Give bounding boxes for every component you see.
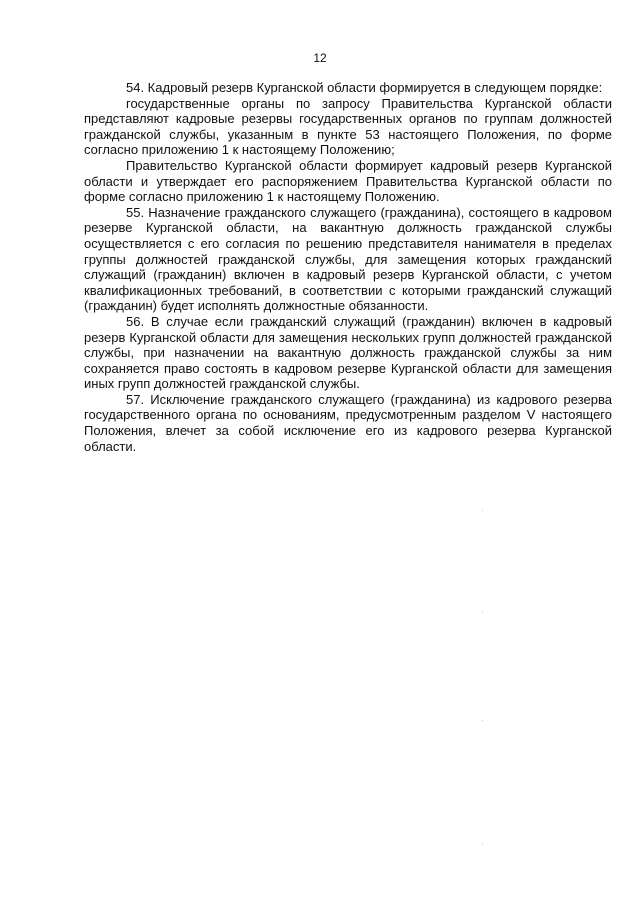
page-number: 12 xyxy=(313,51,327,65)
scan-speck xyxy=(482,720,483,721)
paragraph-54-intro: 54. Кадровый резерв Курганской области формируется в следующем порядке: xyxy=(126,80,603,95)
paragraph-56: 56. В случае если гражданский служащий (гражданин) включен в кадровый резерв Курганской области для замещения нескольких групп должностей гражданской службы, при назначении на вакантную должность гражданской службы за ним сохраняется право состоять в кадровом резерве Курганской области для замещения иных групп должностей гражданской службы. xyxy=(84,313,612,392)
paragraph-57: 57. Исключение гражданского служащего (гражданина) из кадрового резерва государственного органа по основаниям, предусмотренным разделом V настоящего Положения, влечет за собой исключение его из кадрового резерва Курганской области. xyxy=(84,391,612,454)
paragraph-55: 55. Назначение гражданского служащего (гражданина), состоящего в кадровом резерве Курганской области, на вакантную должность гражданской службы осуществляется с его согласия по решению представителя нанимателя в пределах группы должностей гражданской службы, для замещения которых гражданский служащий (гражданин) включен в кадровый резерв Курганской области, с учетом квалификационных требований, в соответствии с которыми гражданский служащий (гражданин) будет исполнять должностные обязанности. xyxy=(84,204,612,314)
scan-speck xyxy=(482,612,483,613)
scan-speck xyxy=(482,843,483,844)
paragraph-54-subitem-a: государственные органы по запросу Правительства Курганской области представляют кадровые резервы государственных органов по группам должностей гражданской службы, указанным в пункте 53 настоящего Положения, по форме согласно приложению 1 к настоящему Положению; xyxy=(84,95,612,158)
paragraph-54-subitem-b: Правительство Курганской области формирует кадровый резерв Курганской области и утверждает его распоряжением Правительства Курганской области по форме согласно приложению 1 к настоящему Положению. xyxy=(84,157,612,205)
document-body xyxy=(84,80,612,454)
scan-speck xyxy=(482,510,483,511)
